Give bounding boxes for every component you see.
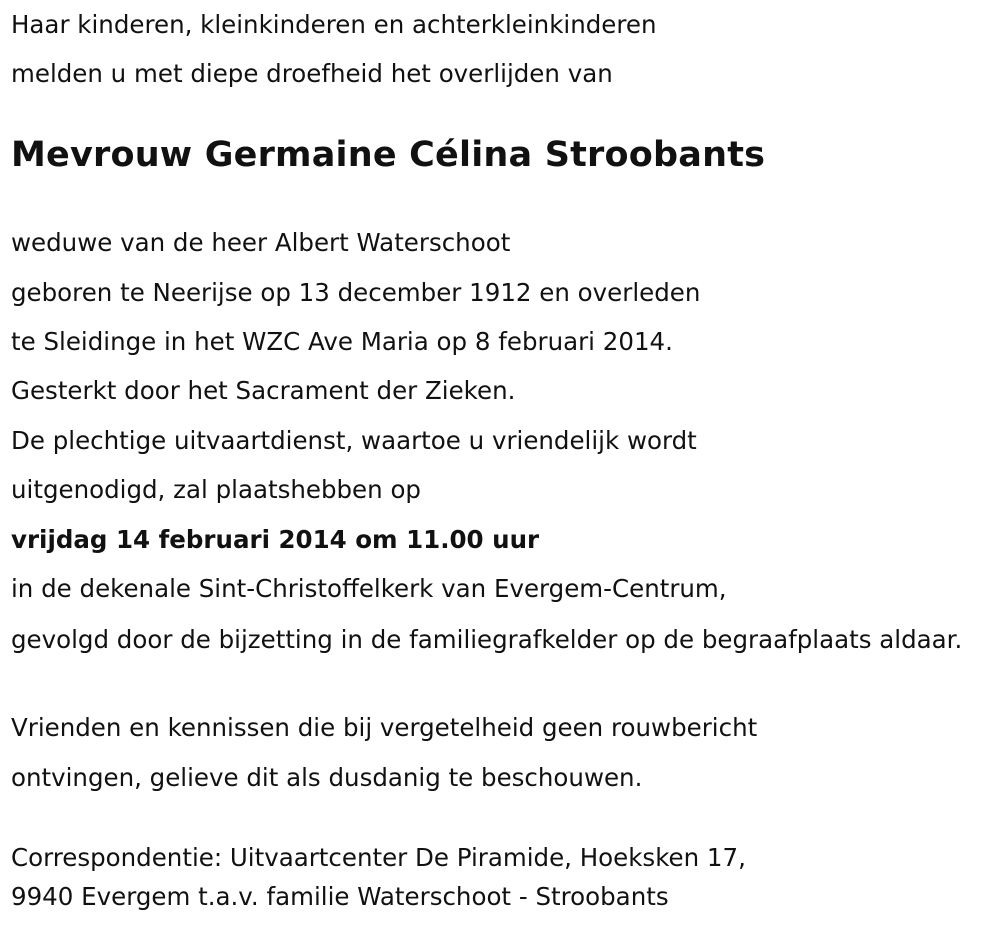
deceased-name: Mevrouw Germaine Célina Stroobants (11, 135, 766, 175)
sacrament-line: Gesterkt door het Sacrament der Zieken. (11, 376, 516, 405)
notice-line-1: Vrienden en kennissen die bij vergetelheid geen rouwbericht (11, 713, 758, 742)
service-datetime: vrijdag 14 februari 2014 om 11.00 uur (11, 525, 540, 554)
intro-line-1: Haar kinderen, kleinkinderen en achterkleinkinderen (11, 10, 657, 39)
church-line: in de dekenale Sint-Christoffelkerk van Evergem-Centrum, (11, 574, 727, 603)
notice-line-2: ontvingen, gelieve dit als dusdanig te beschouwen. (11, 763, 643, 792)
intro-line-2: melden u met diepe droefheid het overlijden van (11, 59, 613, 88)
correspondence-line-2: 9940 Evergem t.a.v. familie Waterschoot - Stroobants (11, 882, 669, 911)
birth-line: geboren te Neerijse op 13 december 1912 en overleden (11, 278, 701, 307)
widow-line: weduwe van de heer Albert Waterschoot (11, 228, 511, 257)
burial-line: gevolgd door de bijzetting in de familiegrafkelder op de begraafplaats aldaar. (11, 625, 963, 654)
correspondence-line-1: Correspondentie: Uitvaartcenter De Piramide, Hoeksken 17, (11, 843, 746, 872)
invitation-line-1: De plechtige uitvaartdienst, waartoe u vriendelijk wordt (11, 426, 697, 455)
death-line: te Sleidinge in het WZC Ave Maria op 8 februari 2014. (11, 327, 673, 356)
invitation-line-2: uitgenodigd, zal plaatshebben op (11, 475, 421, 504)
